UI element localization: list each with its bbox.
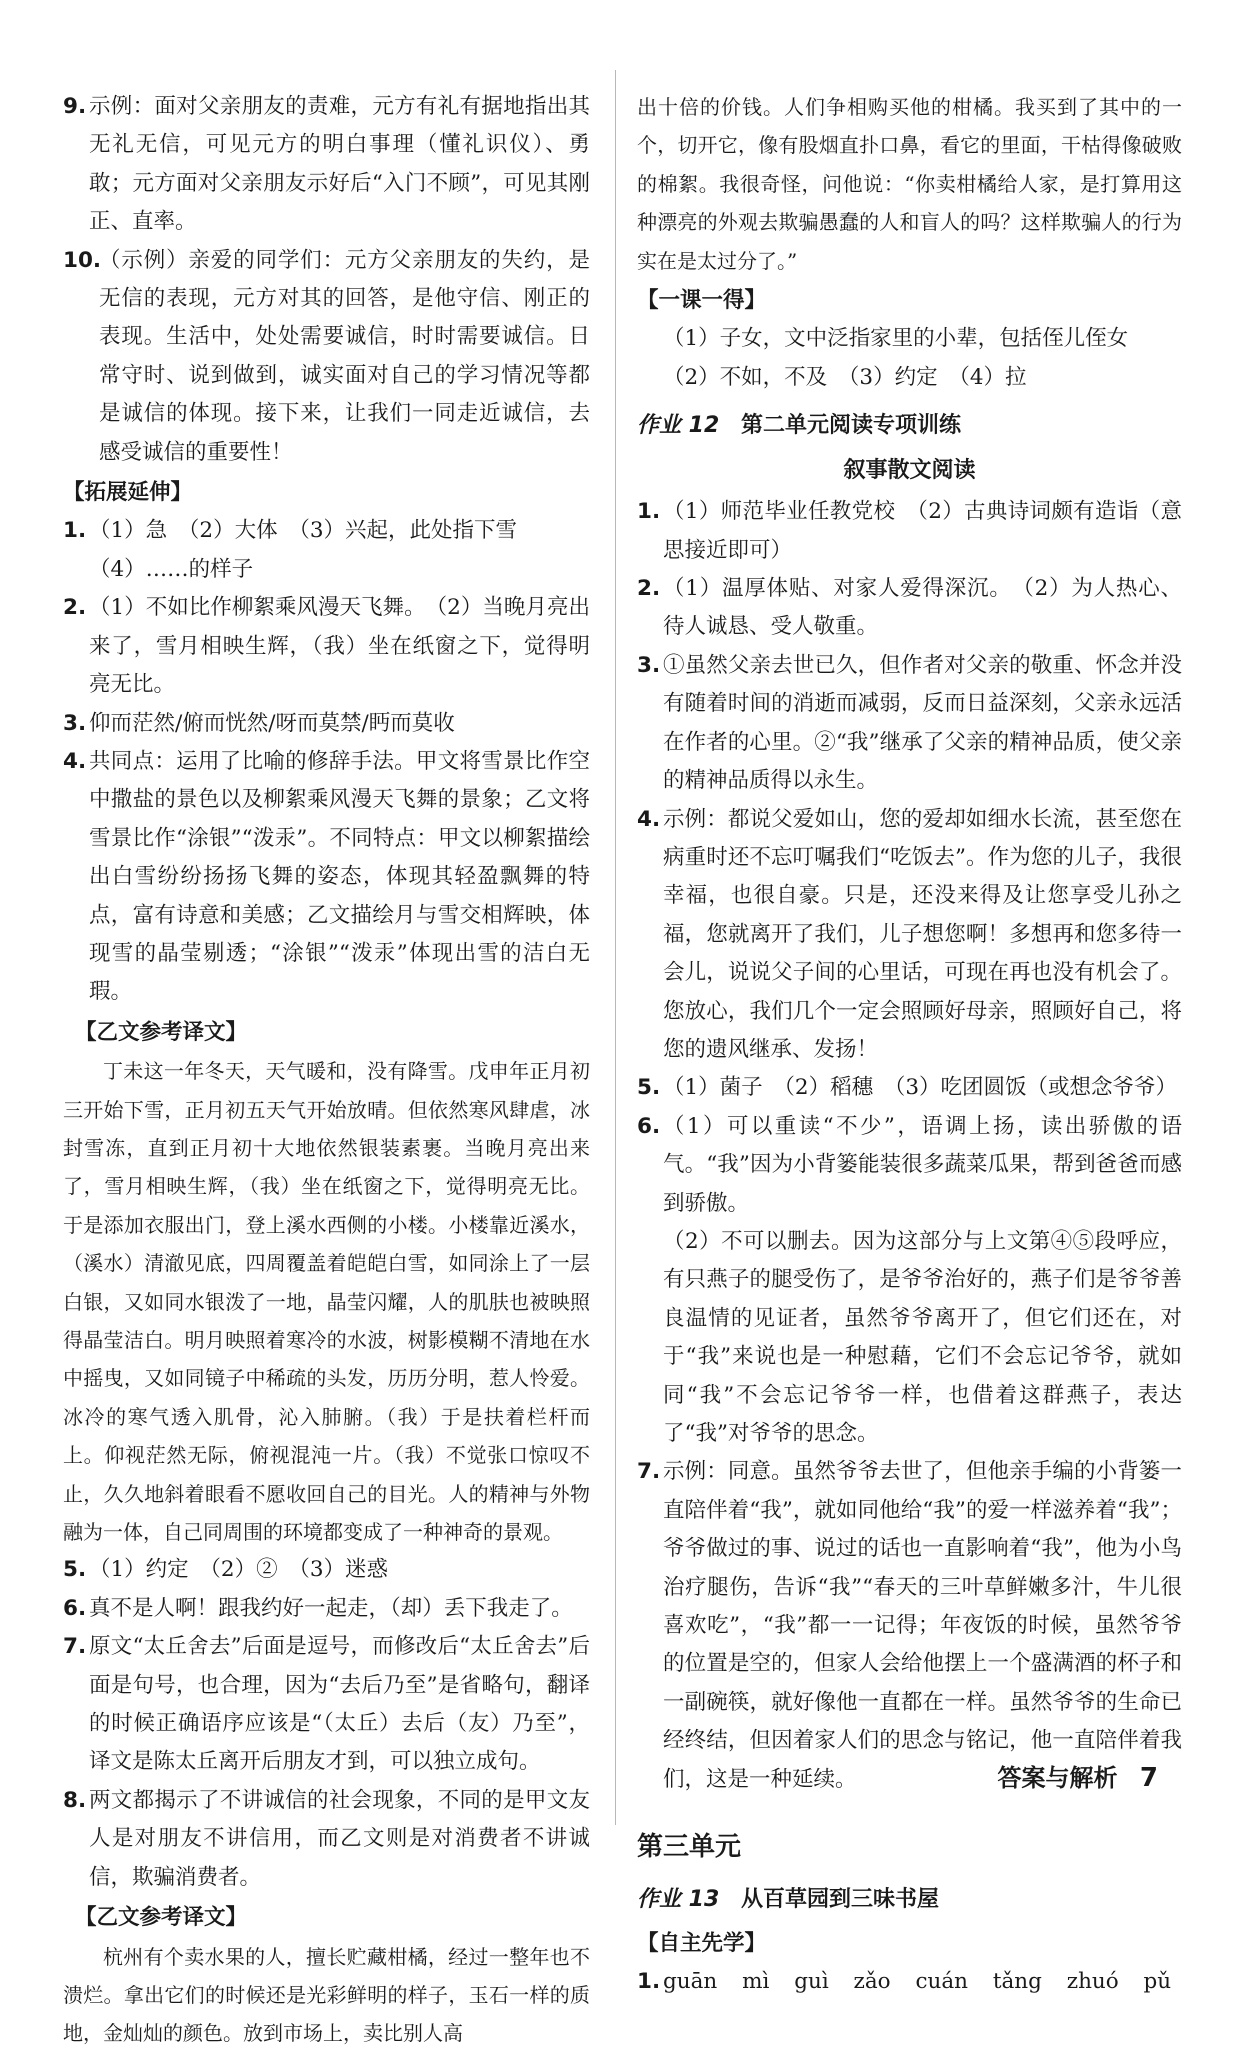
reading-item-1: 1. （1）师范毕业任教党校 （2）古典诗词颇有造诣（意思接近即可） — [637, 499, 1182, 563]
extend-item-3: 3. 仰而茫然/俯而恍然/呀而莫禁/眄而莫收 — [63, 710, 455, 736]
pinyin-answers: guān mì guì zǎo cuán tǎng zhuó pǔ — [663, 1969, 1172, 1995]
answer-item-10: 10. （示例）亲爱的同学们：元方父亲朋友的失约，是无信的表现，元方对其的回答，是他守信、刚正的表现。生活中，处处需要诚信，时时需要诚信。日常守时、说到做到，诚实面对自己的学习情况等都是诚信的体现。接下来，让我们一同走近诚信，去感受诚信的重要性！ — [63, 247, 590, 465]
section-heading-extend: 【拓展延伸】 — [63, 480, 193, 506]
section-heading-translation-1: 【乙文参考译文】 — [75, 1019, 248, 1045]
right-column — [637, 88, 1182, 2002]
reading-item-6: 6. （1）可以重读“不少”，语调上扬，读出骄傲的语气。“我”因为小背篓能装很多蔬菜瓜果，帮到爸爸而感到骄傲。 （2）不可以删去。因为这部分与上文第④⑤段呼应，有只燕子的腿受伤了，是爷爷治好的，燕子们是爷爷善良温情的见证者，虽然爷爷离开了，但它们还在，对于“我”来说也是一种慰藉，它们不会忘记爷爷，就如同“我”不会忘记爷爷一样，也借着这群燕子，表达了“我”对爷爷的思念。 — [637, 1113, 1182, 1446]
reading-item-4: 4. 示例：都说父爱如山，您的爱却如细水长流，甚至您在病重时还不忘叮嘱我们“吃饭去”。作为您的儿子，我很幸福，也很自豪。只是，还没来得及让您享受儿孙之福，您就离开了我们，儿子想您啊！多想再和您多待一会儿，说说父子间的心里话，可现在再也没有机会了。您放心，我们几个一定会照顾好母亲，照顾好自己，将您的遗风继承、发扬！ — [637, 806, 1182, 1062]
footer-label: 答案与解析 — [997, 1764, 1118, 1792]
reading-item-3: 3. ①虽然父亲去世已久，但作者对父亲的敬重、怀念并没有随着时间的消逝而减弱，反而日益深刻，父亲永远活在作者的心里。②“我”继承了父亲的精神品质，使父亲的精神品质得以永生。 — [637, 652, 1182, 794]
homework-13-tag: 作业 13 — [637, 1887, 720, 1913]
extend-item-5: 5. （1）约定 （2）② （3）迷惑 — [63, 1557, 389, 1583]
reading-item-2: 2. （1）温厚体贴、对家人爱得深沉。 （2）为人热心、待人诚恳、受人敬重。 — [637, 576, 1182, 640]
section-heading-yike: 【一课一得】 — [637, 288, 767, 314]
reading-item-5: 5. （1）菌子 （2）稻穗 （3）吃团圆饭（或想念爷爷） — [637, 1075, 1178, 1101]
homework-12-title: 作业 12 第二单元阅读专项训练 — [637, 413, 961, 439]
extend-item-2: 2. （1）不如比作柳絮乘风漫天飞舞。 （2）当晚月亮出来了，雪月相映生辉，（我）坐在纸窗之下，觉得明亮无比。 — [63, 595, 590, 698]
yike-line-2: （2）不如，不及 （3）约定 （4）拉 — [663, 364, 1027, 390]
homework-12-tag: 作业 12 — [637, 413, 720, 439]
section-heading-translation-2: 【乙文参考译文】 — [75, 1905, 248, 1931]
zizhu-item-1: 1. guān mì guì zǎo cuán tǎng zhuó pǔ — [637, 1969, 1172, 1995]
column-divider — [615, 70, 616, 1825]
homework-13-title: 作业 13 从百草园到三味书屋 — [637, 1887, 939, 1913]
page-number: 7 — [1139, 1763, 1158, 1793]
homework-12-subtitle: 叙事散文阅读 — [843, 458, 976, 484]
reading-item-7: 7. 示例：同意。虽然爷爷去世了，但他亲手编的小背篓一直陪伴着“我”，就如同他给“我”的爱一样滋养着“我”；爷爷做过的事、说过的话也一直影响着“我”，他为小鸟治疗腿伤，告诉“我”“春天的三叶草鲜嫩多汁，牛儿很喜欢吃”，“我”都一一记得；年夜饭的时候，虽然爷爷的位置是空的，但家人会给他摆上一个盛满酒的杯子和一副碗筷，就好像他一直都在一样。虽然爷爷的生命已经终结，但因着家人们的思念与铭记，他一直陪伴着我们，这是一种延续。 — [637, 1459, 1182, 1792]
extend-item-8: 8. 两文都揭示了不讲诚信的社会现象，不同的是甲文友人是对朋友不讲信用，而乙文则是对消费者不讲诚信，欺骗消费者。 — [63, 1787, 590, 1890]
extend-item-4: 4. 共同点：运用了比喻的修辞手法。甲文将雪景比作空中撒盐的景色以及柳絮乘风漫天飞舞的景象；乙文将雪景比作“涂银”“泼汞”。不同特点：甲文以柳絮描绘出白雪纷纷扬扬飞舞的姿态，体现其轻盈飘舞的特点，富有诗意和美感；乙文描绘月与雪交相辉映，体现雪的晶莹剔透；“涂银”“泼汞”体现出雪的洁白无瑕。 — [63, 748, 590, 1005]
page-footer — [998, 1758, 1158, 1793]
extend-item-7: 7. 原文“太丘舍去”后面是逗号，而修改后“太丘舍去”后面是句号，也合理，因为“去后乃至”是省略句，翻译的时候正确语序应该是“（太丘）去后（友）乃至”，译文是陈太丘离开后朋友才到，可以独立成句。 — [63, 1634, 590, 1775]
unit-3-heading: 第三单元 — [637, 1832, 742, 1863]
section-heading-zizhu: 【自主先学】 — [637, 1931, 767, 1957]
translation-passage-2-continued: 出十倍的价钱。人们争相购买他的柑橘。我买到了其中的一个，切开它，像有股烟直扑口鼻，看它的里面，干枯得像破败的棉絮。我很奇怪，问他说：“你卖柑橘给人家，是打算用这种漂亮的外观去欺骗愚蠢的人和盲人的吗？这样欺骗人的行为实在是太过分了。” — [637, 95, 1182, 273]
translation-passage-2: 杭州有个卖水果的人，擅长贮藏柑橘，经过一整年也不溃烂。拿出它们的时候还是光彩鲜明的样子，玉石一样的质地，金灿灿的颜色。放到市场上，卖比别人高 — [63, 1944, 590, 2046]
answer-item-9: 9. 示例：面对父亲朋友的责难，元方有礼有据地指出其无礼无信，可见元方的明白事理（懂礼识仪）、勇敢；元方面对父亲朋友示好后“入门不顾”，可见其刚正、直率。 — [63, 94, 590, 235]
extend-item-1: 1. （1）急 （2）大体 （3）兴起，此处指下雪 （4）……的样子 — [63, 518, 518, 582]
extend-item-6: 6. 真不是人啊！跟我约好一起走，（却）丢下我走了。 — [63, 1595, 573, 1621]
left-column — [63, 88, 590, 2053]
yike-line-1: （1）子女，文中泛指家里的小辈，包括侄儿侄女 — [663, 326, 1129, 352]
translation-passage-1: 丁未这一年冬天，天气暖和，没有降雪。戊申年正月初三开始下雪，正月初五天气开始放晴。但依然寒风肆虐，冰封雪冻，直到正月初十大地依然银装素裹。当晚月亮出来了，雪月相映生辉，（我）坐在纸窗之下，觉得明亮无比。于是添加衣服出门，登上溪水西侧的小楼。小楼靠近溪水，（溪水）清澈见底，四周覆盖着皑皑白雪，如同涂上了一层白银，又如同水银泼了一地，晶莹闪耀，人的肌肤也被映照得晶莹洁白。明月映照着寒冷的水波，树影模糊不清地在水中摇曳，又如同镜子中稀疏的头发，历历分明，惹人怜爱。冰冷的寒气透入肌骨，沁入肺腑。（我）于是扶着栏杆而上。仰视茫然无际，俯视混沌一片。（我）不觉张口惊叹不止，久久地斜着眼看不愿收回自己的目光。人的精神与外物融为一体，自己同周围的环境都变成了一种神奇的景观。 — [63, 1059, 590, 1545]
